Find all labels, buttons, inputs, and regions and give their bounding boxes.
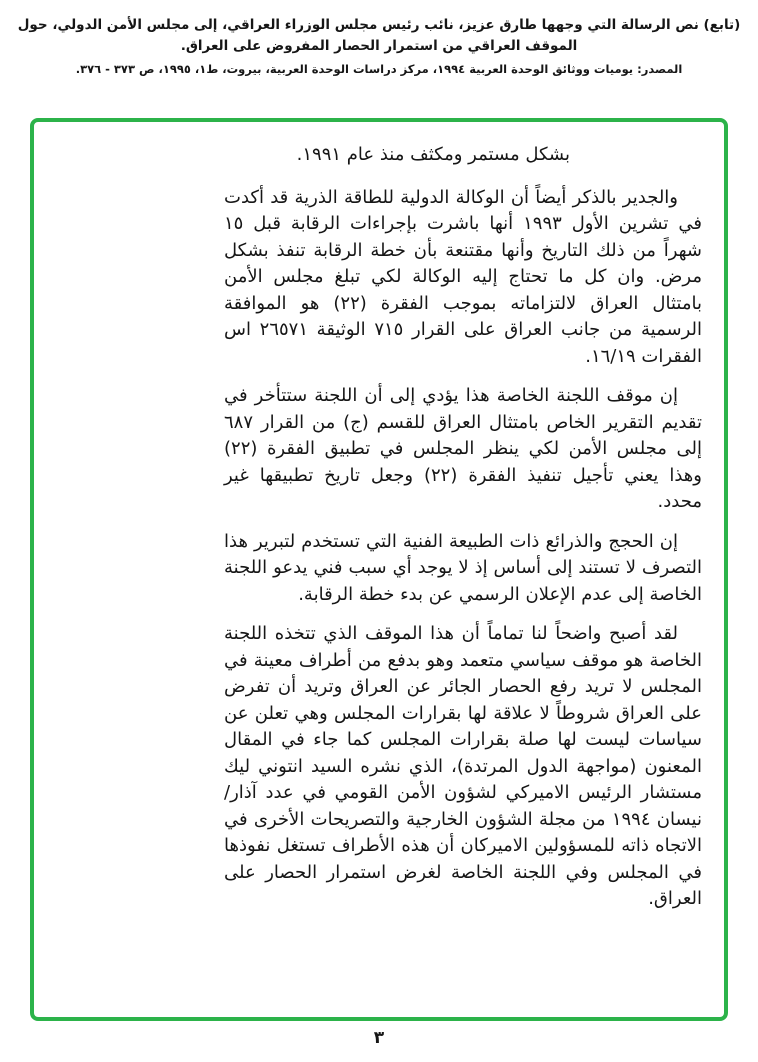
document-header xyxy=(0,0,758,79)
letter-paragraph: إن موقف اللجنة الخاصة هذا يؤدي إلى أن اللجنة ستتأخر في تقديم التقرير الخاص بامتثال العراق للقسم (ج) من القرار ٦٨٧ إلى مجلس الأمن لكي ينظر المجلس في تطبيق الفقرة (٢٢) وهذا يعني تأجيل تنفيذ الفقرة (٢٢) وجعل تاريخ تطبيقها غير محدد. xyxy=(224,385,702,512)
page-number: ٣ xyxy=(373,1028,385,1048)
letter-paragraph: لقد أصبح واضحاً لنا تماماً أن هذا الموقف الذي تتخذه اللجنة الخاصة هو موقف سياسي متعمد وهو بدفع من أطراف معينة في المجلس لا تريد رفع الحصار الجائر عن العراق وتريد أن تفرض على العراق شروطاً لا علاقة لها بقرارات المجلس وهي تعلن عن سياسات ليست لها صلة بقرارات المجلس كما جاء في المقال المعنون (مواجهة الدول المرتدة)، الذي نشره السيد انتوني ليك مستشار الرئيس الاميركي لشؤون الأمن القومي في عدد آذار/نيسان ١٩٩٤ من مجلة الشؤون الخارجية والتصريحات الأخرى في الاتجاه ذاته للمسؤولين الاميركان أن هذه الأطراف تستغل نفوذها في المجلس وفي اللجنة الخاصة لغرض استمرار الحصار على العراق. xyxy=(224,623,702,909)
letter-paragraph: والجدير بالذكر أيضاً أن الوكالة الدولية للطاقة الذرية قد أكدت في تشرين الأول ١٩٩٣ أنها باشرت بإجراءات الرقابة قبل ١٥ شهراً من ذلك التاريخ وأنها مقتنعة بأن خطة الرقابة تنفذ بشكل مرض. وان كل ما تحتاج إليه الوكالة لكي تبلغ مجلس الأمن بامتثال العراق لالتزاماته بموجب الفقرة (٢٢) هو الموافقة الرسمية من جانب العراق على القرار ٧١٥ الوثيقة ٢٦٥٧١ اس الفقرات ١٦/١٩. xyxy=(224,186,702,367)
header-title-line1: (تابع) نص الرسالة التي وجهها طارق عزيز، نائب رئيس مجلس الوزراء العراقي، إلى مجلس الأمن الدولي، حول xyxy=(17,17,741,33)
header-source-citation: المصدر: يوميات ووثائق الوحدة العربية ١٩٩٤، مركز دراسات الوحدة العربية، بيروت، ط١، ١٩٩٥، ص ٣٧٣ - ٣٧٦. xyxy=(75,62,683,76)
letter-paragraph: بشكل مستمر ومكثف منذ عام ١٩٩١. xyxy=(296,144,570,165)
letter-paragraph: إن الحجج والذرائع ذات الطبيعة الفنية التي تستخدم لتبرير هذا التصرف لا تستند إلى أساس إذ لا يوجد أي سبب فني يدعو اللجنة الخاصة إلى عدم الإعلان الرسمي عن بدء خطة الرقابة. xyxy=(224,530,702,605)
letter-body-frame xyxy=(30,118,728,1021)
letter-text-column xyxy=(224,142,702,913)
page-footer xyxy=(0,1028,758,1048)
header-title-line2: الموقف العراقي من استمرار الحصار المفروض على العراق. xyxy=(180,38,578,54)
